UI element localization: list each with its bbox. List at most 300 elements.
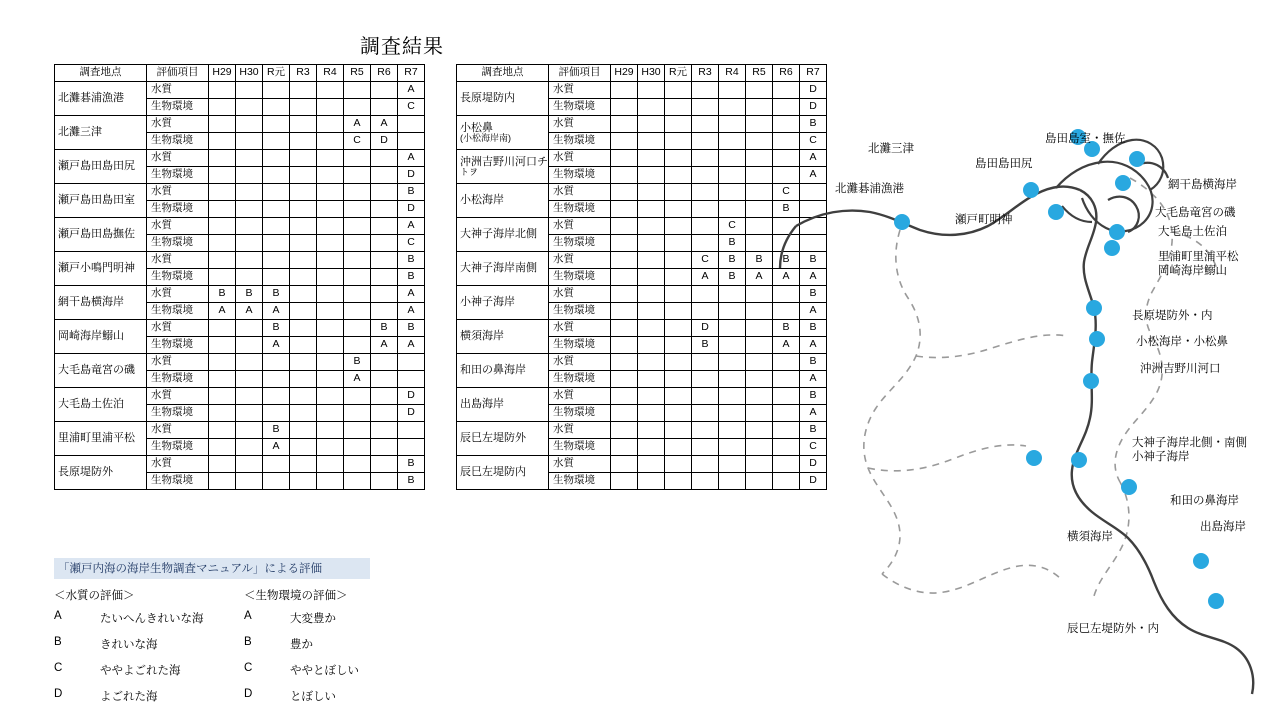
- grade-cell: [371, 167, 398, 184]
- evaluation-item-cell: 水質: [147, 184, 209, 201]
- grade-cell: [263, 473, 290, 490]
- map-label-line: 大毛島土佐泊: [1158, 226, 1227, 238]
- grade-cell: C: [719, 218, 746, 235]
- grade-cell: [665, 439, 692, 456]
- grade-cell: [236, 371, 263, 388]
- grade-cell: A: [398, 150, 425, 167]
- evaluation-item-cell: 生物環境: [147, 405, 209, 422]
- grade-cell: [344, 337, 371, 354]
- evaluation-item-cell: 生物環境: [147, 473, 209, 490]
- legend-item: [54, 688, 244, 704]
- grade-cell: A: [398, 286, 425, 303]
- grade-cell: [371, 82, 398, 99]
- grade-cell: [317, 388, 344, 405]
- map-label-line: 沖洲吉野川河口: [1140, 363, 1221, 375]
- grade-cell: B: [398, 473, 425, 490]
- grade-cell: [344, 167, 371, 184]
- grade-cell: [317, 218, 344, 235]
- grade-cell: A: [800, 167, 827, 184]
- map-label-line: 岡崎海岸鰯山: [1158, 265, 1227, 278]
- grade-cell: [611, 286, 638, 303]
- grade-cell: B: [344, 354, 371, 371]
- grade-cell: A: [773, 337, 800, 354]
- grade-cell: [665, 99, 692, 116]
- grade-cell: [209, 456, 236, 473]
- grade-cell: [344, 405, 371, 422]
- grade-cell: [344, 252, 371, 269]
- grade-cell: [317, 371, 344, 388]
- grade-cell: [398, 354, 425, 371]
- map-label-line: 出島海岸: [1200, 521, 1246, 533]
- evaluation-item-cell: 生物環境: [549, 473, 611, 490]
- grade-cell: [317, 269, 344, 286]
- map-label-satoura-iwashiyama: [1158, 250, 1239, 279]
- column-header: R5: [344, 65, 371, 82]
- evaluation-item-cell: 生物環境: [147, 201, 209, 218]
- site-name-cell: 大毛島土佐泊: [55, 388, 147, 422]
- column-header: R7: [800, 65, 827, 82]
- grade-cell: [371, 252, 398, 269]
- grade-cell: [398, 133, 425, 150]
- grade-cell: [665, 405, 692, 422]
- map-label-line: 和田の鼻海岸: [1170, 495, 1239, 507]
- grade-cell: [209, 422, 236, 439]
- grade-cell: [371, 422, 398, 439]
- legend-item: [54, 610, 244, 626]
- evaluation-item-cell: 生物環境: [549, 201, 611, 218]
- grade-cell: [638, 269, 665, 286]
- grade-cell: B: [800, 286, 827, 303]
- grade-cell: [344, 473, 371, 490]
- column-header: R4: [317, 65, 344, 82]
- grade-cell: [290, 82, 317, 99]
- grade-cell: A: [398, 303, 425, 320]
- grade-cell: [317, 456, 344, 473]
- grade-cell: [344, 320, 371, 337]
- grade-cell: [209, 473, 236, 490]
- evaluation-item-cell: 生物環境: [549, 269, 611, 286]
- map-label-shimada-tajiri: [975, 157, 1033, 171]
- map-label-line: 大神子海岸北側・南側: [1132, 437, 1247, 449]
- evaluation-item-cell: 生物環境: [549, 167, 611, 184]
- grade-cell: [317, 422, 344, 439]
- grade-cell: C: [773, 184, 800, 201]
- grade-cell: [371, 99, 398, 116]
- grade-cell: [290, 235, 317, 252]
- grade-cell: [209, 184, 236, 201]
- evaluation-item-cell: 水質: [549, 354, 611, 371]
- grade-cell: [665, 252, 692, 269]
- map-label-yokosu: [1067, 530, 1113, 544]
- grade-cell: [611, 422, 638, 439]
- grade-cell: [263, 388, 290, 405]
- map-label-shimada-murofusa: [1045, 132, 1126, 146]
- grade-cell: [290, 167, 317, 184]
- grade-cell: [665, 422, 692, 439]
- prefecture-border: [864, 178, 1218, 596]
- legend-grade: B: [54, 636, 62, 648]
- column-header: R6: [773, 65, 800, 82]
- grade-cell: [344, 82, 371, 99]
- grade-cell: [638, 184, 665, 201]
- grade-cell: [209, 82, 236, 99]
- table-row: [55, 252, 425, 269]
- grade-cell: [638, 116, 665, 133]
- legend-grade: D: [244, 688, 253, 700]
- grade-cell: [290, 320, 317, 337]
- map-label-okinosu: [1140, 362, 1221, 376]
- legend-item: [54, 662, 244, 678]
- marker-komatsu[interactable]: [1089, 331, 1105, 347]
- site-name-sub: (小松海岸南): [460, 132, 511, 143]
- evaluation-item-cell: 水質: [549, 422, 611, 439]
- page-title: 調査結果: [360, 36, 444, 58]
- marker-kitanada-gouraura[interactable]: [894, 214, 910, 230]
- grade-cell: C: [398, 99, 425, 116]
- grade-cell: [371, 150, 398, 167]
- grade-cell: A: [800, 303, 827, 320]
- evaluation-item-cell: 水質: [549, 388, 611, 405]
- table-row: [55, 218, 425, 235]
- legend: [54, 558, 434, 714]
- grade-cell: [344, 201, 371, 218]
- grade-cell: [290, 269, 317, 286]
- site-name-cell: 横須海岸: [457, 320, 549, 354]
- grade-cell: [611, 439, 638, 456]
- grade-cell: [317, 99, 344, 116]
- column-header: 調査地点: [55, 65, 147, 82]
- grade-cell: [371, 286, 398, 303]
- grade-cell: [290, 405, 317, 422]
- grade-cell: D: [800, 456, 827, 473]
- map-label-oomiko: [1132, 436, 1247, 465]
- grade-cell: [317, 167, 344, 184]
- grade-cell: B: [236, 286, 263, 303]
- map-label-line: 里浦町里浦平松: [1158, 251, 1239, 263]
- grade-cell: B: [398, 252, 425, 269]
- grade-cell: [611, 218, 638, 235]
- grade-cell: [611, 405, 638, 422]
- grade-cell: [665, 320, 692, 337]
- site-name-cell: 和田の鼻海岸: [457, 354, 549, 388]
- grade-cell: [371, 439, 398, 456]
- grade-cell: A: [344, 116, 371, 133]
- grade-cell: B: [398, 184, 425, 201]
- marker-satoura[interactable]: [1104, 240, 1120, 256]
- map-label-komatsu: [1136, 335, 1228, 349]
- legend-grade-text: きれいな海: [100, 639, 158, 651]
- grade-cell: [317, 439, 344, 456]
- grade-cell: B: [800, 388, 827, 405]
- evaluation-item-cell: 生物環境: [549, 337, 611, 354]
- grade-cell: [236, 133, 263, 150]
- grade-cell: [371, 218, 398, 235]
- grade-cell: B: [263, 286, 290, 303]
- legend-bio-column: [244, 587, 434, 714]
- map-label-line: 島田島室・撫佐: [1045, 133, 1126, 145]
- column-header: R4: [719, 65, 746, 82]
- evaluation-item-cell: 水質: [147, 456, 209, 473]
- column-header: R5: [746, 65, 773, 82]
- grade-cell: [290, 116, 317, 133]
- site-name-cell: 瀬戸小鳴門明神: [55, 252, 147, 286]
- grade-cell: [665, 235, 692, 252]
- evaluation-item-cell: 水質: [549, 320, 611, 337]
- grade-cell: B: [800, 116, 827, 133]
- grade-cell: [344, 99, 371, 116]
- column-header: R元: [665, 65, 692, 82]
- table-body-left: [55, 82, 425, 490]
- grade-cell: [209, 405, 236, 422]
- grade-cell: [665, 456, 692, 473]
- grade-cell: [611, 252, 638, 269]
- site-name-cell: 小松鼻 (小松海岸南): [457, 116, 549, 150]
- grade-cell: [236, 388, 263, 405]
- grade-cell: A: [371, 116, 398, 133]
- table-row: [55, 456, 425, 473]
- grade-cell: A: [371, 337, 398, 354]
- evaluation-item-cell: 生物環境: [147, 99, 209, 116]
- grade-cell: [263, 99, 290, 116]
- grade-cell: [209, 439, 236, 456]
- site-name-cell: 北灘三津: [55, 116, 147, 150]
- evaluation-item-cell: 水質: [147, 82, 209, 99]
- grade-cell: [665, 269, 692, 286]
- marker-wada[interactable]: [1121, 479, 1137, 495]
- map-label-oge-tosadomari: [1158, 225, 1227, 239]
- grade-cell: [236, 184, 263, 201]
- legend-grade: A: [244, 610, 252, 622]
- site-name-cell: 瀬戸島田島撫佐: [55, 218, 147, 252]
- grade-cell: [371, 473, 398, 490]
- map-label-oge-ryuuguu: [1155, 206, 1236, 220]
- grade-cell: [344, 286, 371, 303]
- grade-cell: [236, 167, 263, 184]
- grade-cell: [611, 388, 638, 405]
- table-row: [55, 320, 425, 337]
- naruto-islands: [1056, 140, 1168, 232]
- grade-cell: [236, 269, 263, 286]
- grade-cell: A: [800, 150, 827, 167]
- grade-cell: [317, 201, 344, 218]
- legend-bio-heading: ＜生物環境の評価＞: [244, 590, 348, 602]
- table-row: [55, 116, 425, 133]
- evaluation-item-cell: 生物環境: [147, 133, 209, 150]
- evaluation-item-cell: 生物環境: [549, 99, 611, 116]
- grade-cell: D: [398, 388, 425, 405]
- legend-item: [244, 688, 434, 704]
- grade-cell: B: [692, 337, 719, 354]
- grade-cell: [611, 371, 638, 388]
- grade-cell: [263, 184, 290, 201]
- column-header: H30: [236, 65, 263, 82]
- grade-cell: [236, 456, 263, 473]
- grade-cell: D: [800, 99, 827, 116]
- marker-oomiko[interactable]: [1071, 452, 1087, 468]
- marker-aboshijima[interactable]: [1129, 151, 1145, 167]
- marker-kitanada-mitsu[interactable]: [1023, 182, 1039, 198]
- grade-cell: [317, 337, 344, 354]
- legend-grade-text: とぼしい: [290, 691, 336, 703]
- grade-cell: [290, 99, 317, 116]
- grade-cell: B: [263, 422, 290, 439]
- grade-cell: [665, 82, 692, 99]
- grade-cell: [263, 133, 290, 150]
- grade-cell: [638, 303, 665, 320]
- table-header-row-left: [55, 65, 425, 82]
- grade-cell: D: [800, 82, 827, 99]
- marker-tatsumi[interactable]: [1208, 593, 1224, 609]
- site-name-cell: 辰巳左堤防内: [457, 456, 549, 490]
- grade-cell: [371, 371, 398, 388]
- grade-cell: B: [746, 252, 773, 269]
- marker-koumiko[interactable]: [1026, 450, 1042, 466]
- legend-grade-text: たいへんきれいな海: [100, 613, 204, 625]
- column-header: R元: [263, 65, 290, 82]
- grade-cell: [371, 184, 398, 201]
- evaluation-item-cell: 水質: [549, 218, 611, 235]
- evaluation-item-cell: 生物環境: [147, 337, 209, 354]
- grade-cell: A: [263, 337, 290, 354]
- grade-cell: [290, 354, 317, 371]
- evaluation-item-cell: 水質: [549, 456, 611, 473]
- evaluation-item-cell: 生物環境: [549, 133, 611, 150]
- map-label-line: 島田島田尻: [975, 158, 1033, 170]
- grade-cell: [290, 422, 317, 439]
- marker-dejima[interactable]: [1193, 553, 1209, 569]
- grade-cell: D: [398, 201, 425, 218]
- evaluation-item-cell: 生物環境: [549, 405, 611, 422]
- grade-cell: B: [719, 269, 746, 286]
- site-name-cell: 小神子海岸: [457, 286, 549, 320]
- grade-cell: [371, 405, 398, 422]
- marker-okinosu[interactable]: [1083, 373, 1099, 389]
- grade-cell: [263, 167, 290, 184]
- evaluation-item-cell: 水質: [549, 82, 611, 99]
- map-panel: [700, 60, 1280, 720]
- grade-cell: [209, 116, 236, 133]
- marker-oge-tosadomari[interactable]: [1109, 224, 1125, 240]
- grade-cell: [371, 201, 398, 218]
- grade-cell: [665, 337, 692, 354]
- legend-water-column: [54, 587, 244, 714]
- grade-cell: [638, 354, 665, 371]
- grade-cell: B: [719, 252, 746, 269]
- grade-cell: A: [800, 371, 827, 388]
- grade-cell: [611, 235, 638, 252]
- grade-cell: [263, 456, 290, 473]
- grade-cell: [290, 184, 317, 201]
- evaluation-item-cell: 生物環境: [147, 439, 209, 456]
- map-label-line: 大毛島竜宮の磯: [1155, 207, 1236, 219]
- table-row: [55, 286, 425, 303]
- map-label-line: 瀬戸町明神: [955, 214, 1013, 226]
- grade-cell: B: [719, 235, 746, 252]
- grade-cell: [638, 388, 665, 405]
- column-header: 調査地点: [457, 65, 549, 82]
- marker-nagahara[interactable]: [1086, 300, 1102, 316]
- grade-cell: [371, 456, 398, 473]
- grade-cell: B: [800, 422, 827, 439]
- grade-cell: [236, 422, 263, 439]
- grade-cell: D: [371, 133, 398, 150]
- site-name-cell: 大神子海岸北側: [457, 218, 549, 252]
- grade-cell: [611, 354, 638, 371]
- evaluation-item-cell: 水質: [147, 252, 209, 269]
- grade-cell: [611, 116, 638, 133]
- grade-cell: [290, 473, 317, 490]
- evaluation-item-cell: 水質: [147, 286, 209, 303]
- grade-cell: [263, 252, 290, 269]
- grade-cell: [638, 286, 665, 303]
- grade-cell: [290, 456, 317, 473]
- grade-cell: [209, 201, 236, 218]
- legend-grade-text: ややとぼしい: [290, 665, 359, 677]
- grade-cell: [236, 99, 263, 116]
- marker-oge-ryuuguu[interactable]: [1115, 175, 1131, 191]
- table-row: [55, 422, 425, 439]
- grade-cell: [611, 150, 638, 167]
- legend-item: [244, 610, 434, 626]
- evaluation-item-cell: 生物環境: [549, 439, 611, 456]
- grade-cell: B: [800, 354, 827, 371]
- evaluation-item-cell: 水質: [147, 116, 209, 133]
- table-row: [55, 388, 425, 405]
- grade-cell: [638, 405, 665, 422]
- grade-cell: [611, 303, 638, 320]
- legend-grade: D: [54, 688, 63, 700]
- grade-cell: [263, 116, 290, 133]
- grade-cell: [263, 201, 290, 218]
- legend-item: [244, 662, 434, 678]
- table-row: [55, 184, 425, 201]
- legend-grade-text: 豊か: [290, 639, 313, 651]
- grade-cell: [371, 354, 398, 371]
- grade-cell: [263, 371, 290, 388]
- grade-cell: [236, 201, 263, 218]
- evaluation-item-cell: 水質: [147, 354, 209, 371]
- grade-cell: A: [263, 303, 290, 320]
- grade-cell: [344, 235, 371, 252]
- grade-cell: B: [773, 201, 800, 218]
- evaluation-item-cell: 水質: [147, 218, 209, 235]
- column-header: R3: [290, 65, 317, 82]
- grade-cell: [371, 235, 398, 252]
- grade-cell: [344, 422, 371, 439]
- grade-cell: [236, 82, 263, 99]
- map-label-line: 辰巳左堤防外・内: [1067, 623, 1159, 635]
- grade-cell: A: [263, 439, 290, 456]
- grade-cell: [317, 473, 344, 490]
- grade-cell: [371, 388, 398, 405]
- grade-cell: C: [692, 252, 719, 269]
- grade-cell: [638, 235, 665, 252]
- grade-cell: [344, 439, 371, 456]
- grade-cell: [665, 116, 692, 133]
- grade-cell: B: [398, 456, 425, 473]
- legend-item: [54, 636, 244, 652]
- grade-cell: [209, 167, 236, 184]
- grade-cell: [611, 167, 638, 184]
- grade-cell: [209, 388, 236, 405]
- grade-cell: [344, 218, 371, 235]
- grade-cell: [344, 184, 371, 201]
- grade-cell: [611, 473, 638, 490]
- marker-seto-myoujin[interactable]: [1048, 204, 1064, 220]
- site-name-cell: 出島海岸: [457, 388, 549, 422]
- map-label-line: 北灘碁浦漁港: [835, 183, 904, 195]
- grade-cell: [638, 82, 665, 99]
